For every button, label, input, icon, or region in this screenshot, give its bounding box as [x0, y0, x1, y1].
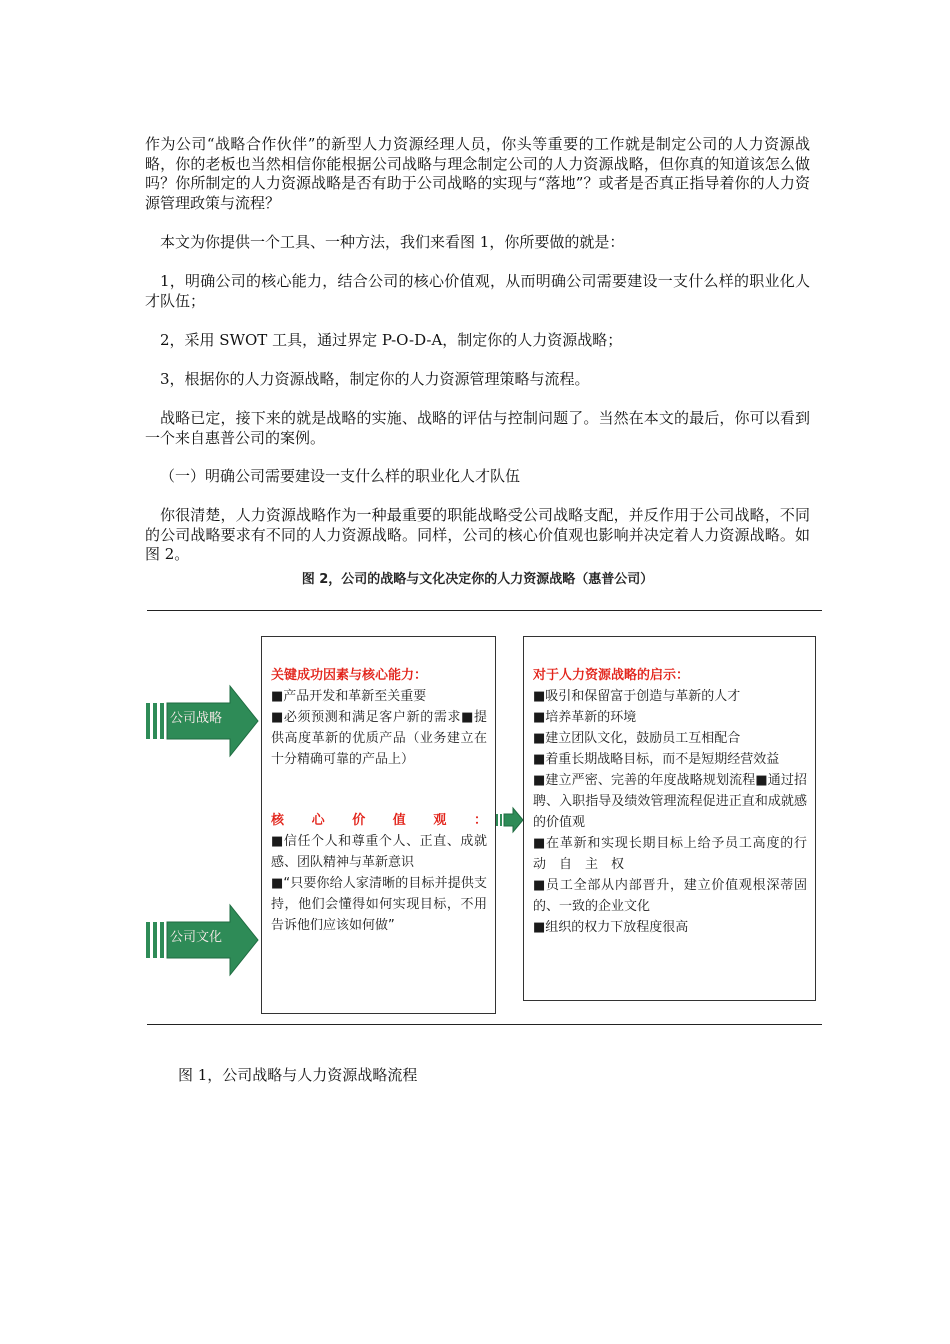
hr-implication-item: ■建立团队文化，鼓励员工互相配合: [533, 731, 741, 746]
success-factors-box: [261, 636, 496, 1014]
step-2-paragraph: 2，采用 SWOT 工具，通过界定 P-O-D-A，制定你的人力资源战略；: [160, 331, 623, 349]
core-values-heading: 核 心 价 值 观 ：: [271, 813, 487, 828]
culture-arrow-label: 公司文化: [170, 930, 223, 945]
hr-implication-item: ■着重长期战略目标，而不是短期经营效益: [533, 752, 780, 767]
figure-title: 图 2，公司的战略与文化决定你的人力资源战略（惠普公司）: [301, 572, 654, 587]
success-factor-item: ■产品开发和革新至关重要: [271, 689, 427, 704]
section-heading: （一）明确公司需要建设一支什么样的职业化人才队伍: [160, 467, 521, 485]
hr-implications-heading: 对于人力资源战略的启示：: [533, 668, 690, 683]
hr-implication-item: ■员工全部从内部晋升，建立价值观根深蒂固的、一致的企业文化: [533, 878, 807, 914]
hr-implications-box: [523, 636, 821, 1001]
success-factors-heading: 关键成功因素与核心能力：: [271, 668, 428, 683]
hr-implication-item: ■在革新和实现长期目标上给予员工高度的行 动 自 主 权: [533, 836, 821, 872]
step-3-paragraph: 3，根据你的人力资源战略，制定你的人力资源管理策略与流程。: [160, 370, 590, 388]
hr-implication-item: ■培养革新的环境: [533, 710, 637, 725]
hr-implication-item: ■吸引和保留富于创造与革新的人才: [533, 689, 741, 704]
figure-top-rule: [147, 610, 822, 611]
implementation-paragraph: 战略已定，接下来的就是战略的实施、战略的评估与控制问题了。当然在本文的最后，你可以看到一个来自惠普公司的案例。: [145, 409, 810, 447]
core-value-item: ■“只要你给人家清晰的目标并提供支持，他们会懂得如何实现目标，不用告诉他们应该如何做”: [271, 876, 487, 933]
core-value-item: ■信任个人和尊重个人、正直、成就感、团队精神与革新意识: [271, 834, 487, 870]
intro-paragraph: 作为公司“战略合作伙伴”的新型人力资源经理人员，你头等重要的工作就是制定公司的人力资源战略，你的老板也当然相信你能根据公司战略与理念制定公司的人力资源战略，但你真的知道该怎么做吗？你所制定的人力资源战略是否有助于公司战略的实现与“落地”？或者是否真正指导着你的人力资源管理政策与流程？: [145, 135, 810, 212]
success-factor-item: ■必须预测和满足客户新的需求■提供高度革新的优质产品（业务建立在十分精确可靠的产品上）: [271, 710, 487, 767]
middle-arrow-icon: [496, 806, 524, 834]
step-1-paragraph: 1，明确公司的核心能力，结合公司的核心价值观，从而明确公司需要建设一支什么样的职业化人才队伍；: [145, 272, 810, 310]
hr-implication-item: ■建立严密、完善的年度战略规划流程■通过招聘、入职指导及绩效管理流程促进正直和成就感的价值观: [533, 773, 807, 830]
hr-implication-item: ■组织的权力下放程度很高: [533, 920, 689, 935]
tool-paragraph: 本文为你提供一个工具、一种方法，我们来看图 1，你所要做的就是：: [160, 233, 625, 251]
figure-bottom-rule: [147, 1024, 822, 1025]
figure-caption: 图 1，公司战略与人力资源战略流程: [178, 1066, 418, 1084]
strategy-arrow-label: 公司战略: [170, 711, 223, 726]
strategy-paragraph: 你很清楚，人力资源战略作为一种最重要的职能战略受公司战略支配，并反作用于公司战略，不同的公司战略要求有不同的人力资源战略。同样，公司的核心价值观也影响并决定着人力资源战略。如图 2。: [145, 506, 810, 563]
